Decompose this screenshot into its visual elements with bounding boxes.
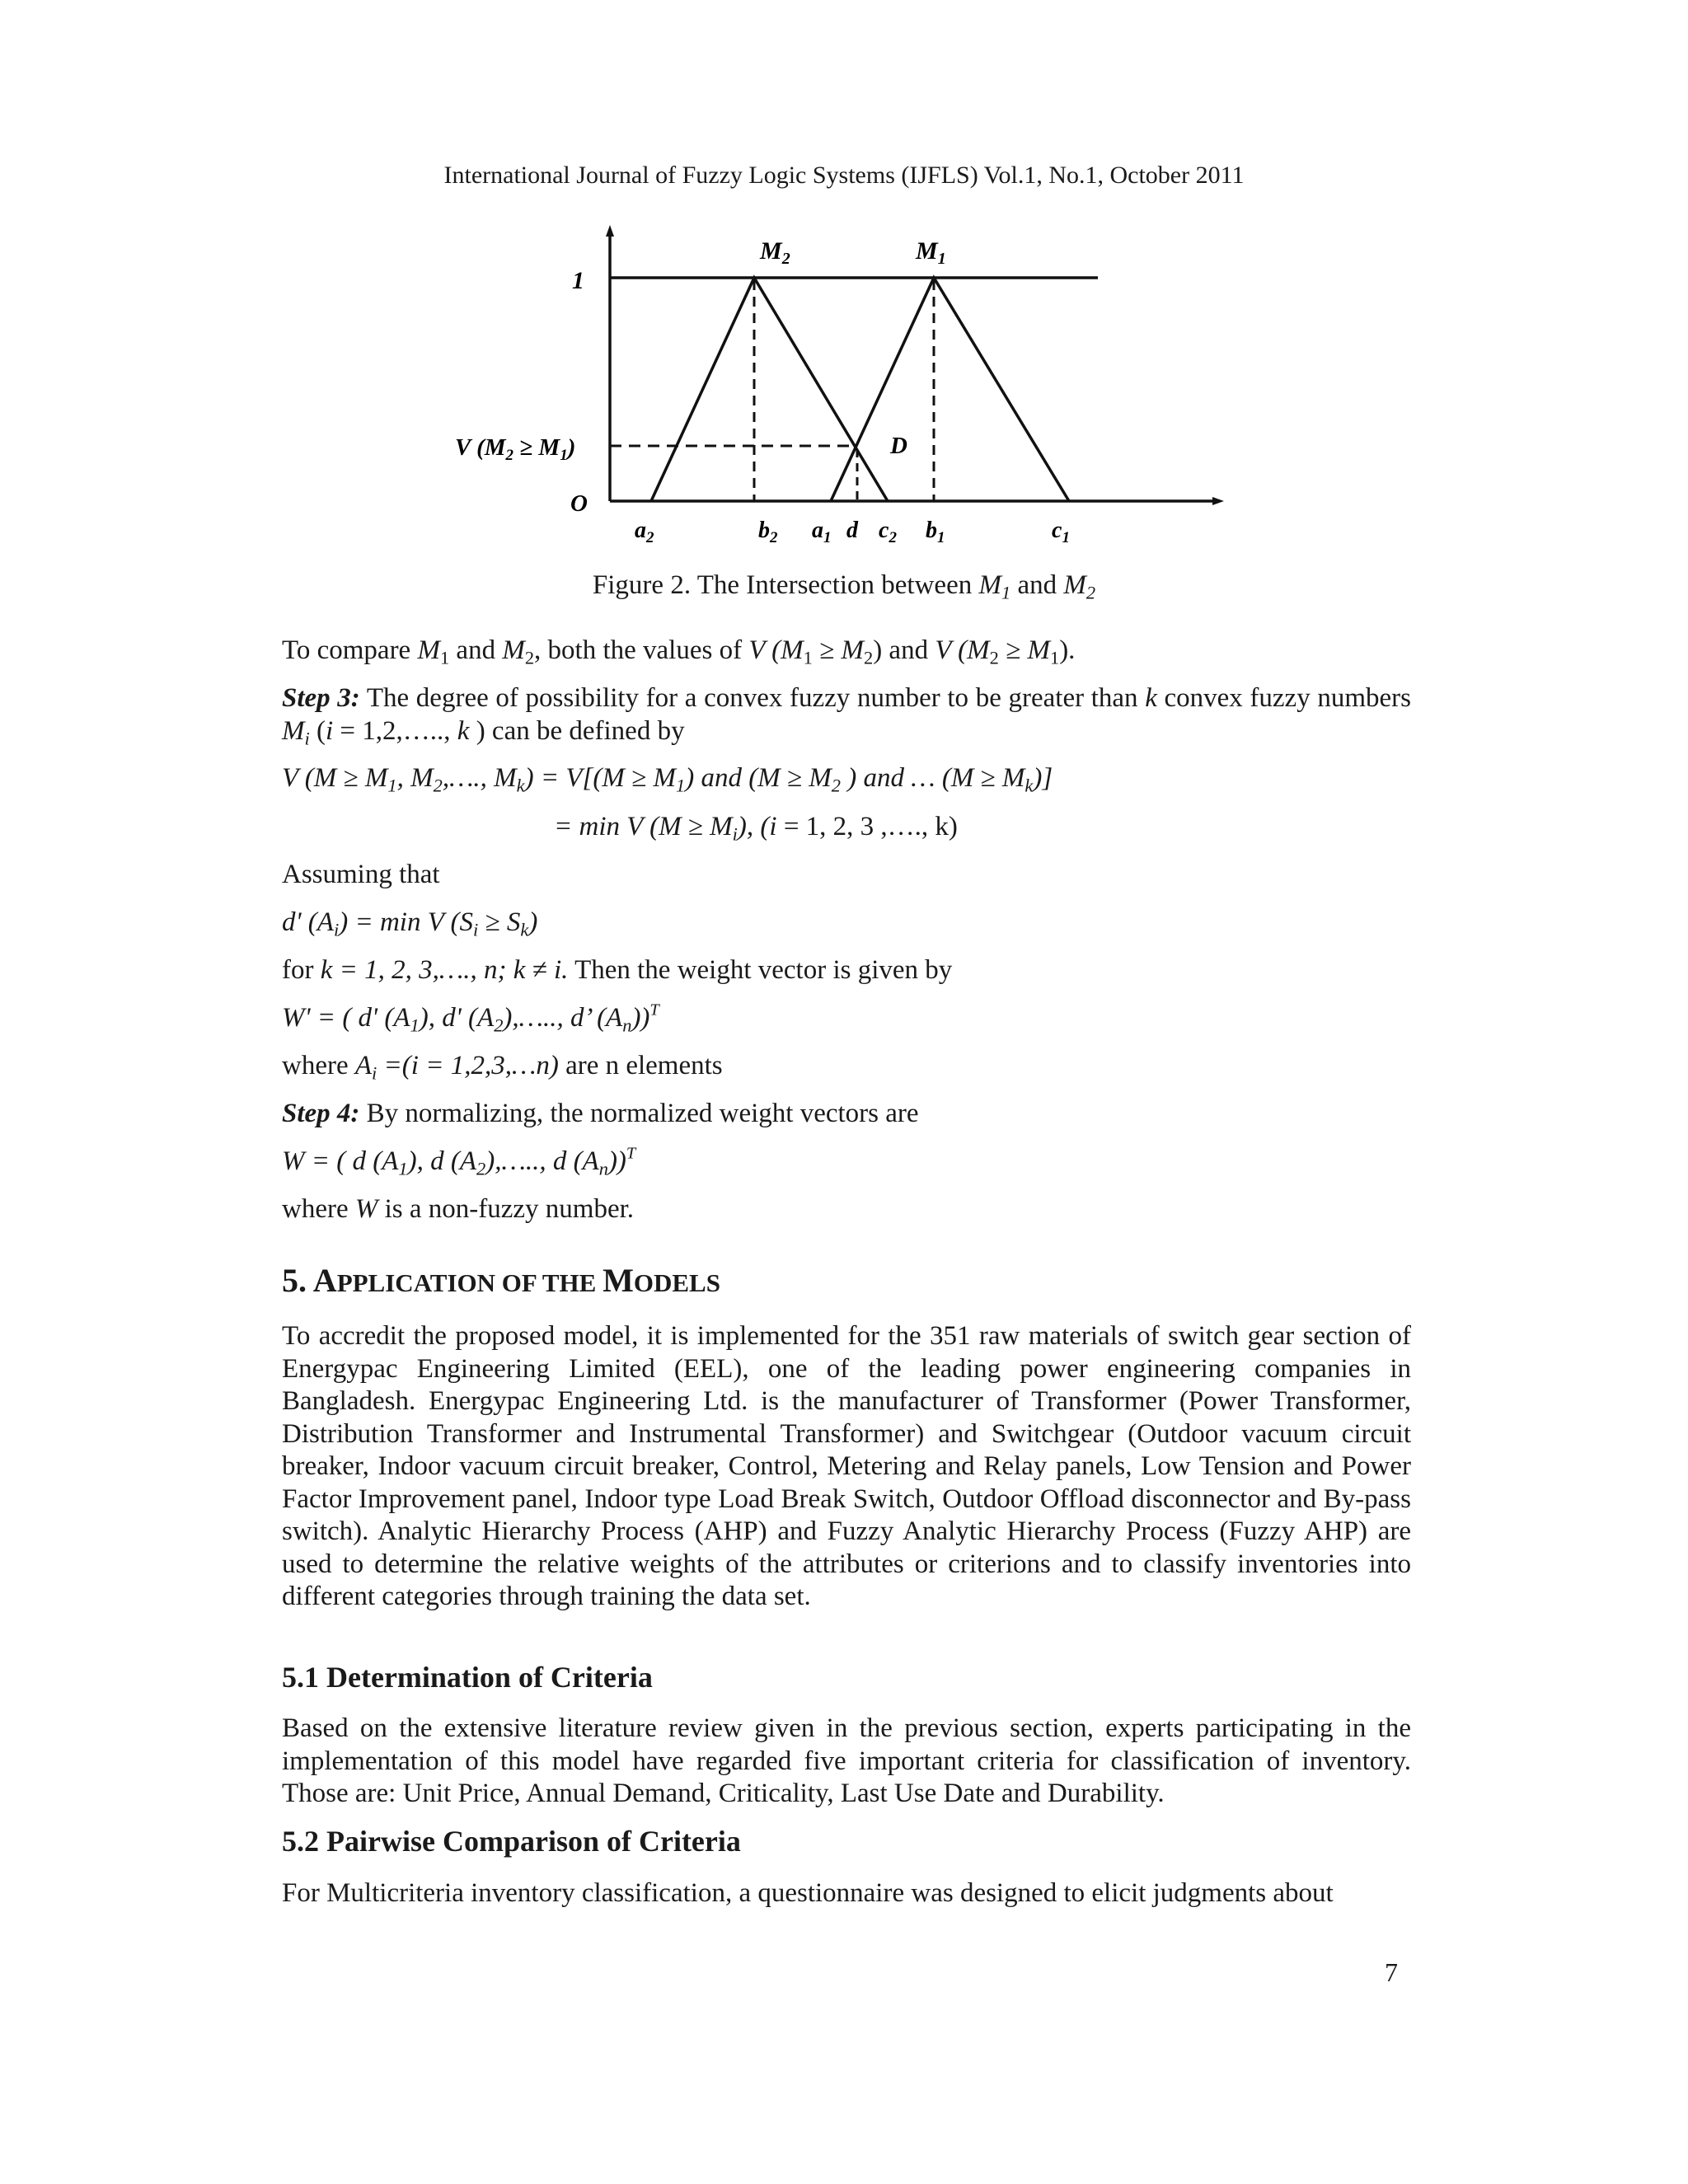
section-5-paragraph: To accredit the proposed model, it is implemented for the 351 raw materials of switch gear section of Energypac Engineering Limited (EEL), one of the leading power engineering companies in Bangladesh. Energypac Engineering Ltd. is the manufacturer of Transformer (Power Transformer, Distribution Transformer and Instrumental Transformer) and Switchgear (Outdoor vacuum circuit breaker, Indoor vacuum circuit breaker, Control, Metering and Relay panels, Low Tension and Power Factor Improvement panel, Indoor type Load Break Switch, Outdoor Offload disconnector and By-pass switch). Analytic Hierarchy Process (AHP) and Fuzzy Analytic Hierarchy Process (Fuzzy AHP) are used to determine the relative weights of the attributes or criterions and to classify inventories into different categories through training the data set. [282,1321,1411,1611]
for-k-paragraph: for k = 1, 2, 3,…., n; k ≠ i. Then the weight vector is given by [282,955,953,985]
origin-label: O [570,490,588,517]
m2-triangle [651,278,888,501]
x-label-a2: $a_2$ [635,518,654,546]
step3-paragraph: Step 3: The degree of possibility for a convex fuzzy number to be greater than k convex fuzzy numbers $M_i$ (i = 1,2,….., k ) can be defined by [282,683,1411,749]
y-label-one: 1 [572,267,584,294]
m2-label: $M_2$ [760,237,790,268]
running-header: International Journal of Fuzzy Logic Systems (IJFLS) Vol.1, No.1, October 2011 [443,162,1245,189]
assuming-text: Assuming that [282,860,440,889]
equation-normalized-weight: W = ( d $(A_1)$, d $(A_2),\dots$.., d $(A_n))^T$ [282,1144,636,1179]
y-label-v: V $(M_2 \ge M_1)$ [455,434,576,464]
equation-weight-vector: W' = ( d' $(A_1)$, d' $(A_2),\dots$.., d’ $(A_n))^T$ [282,1001,659,1036]
where-ai-paragraph: where $A_i =(i$ = 1,2,3,…n) are n elements [282,1051,723,1084]
x-label-d: d [846,518,858,543]
x-label-b1: $b_1$ [926,518,945,546]
section-5-2-heading: 5.2 Pairwise Comparison of Criteria [282,1825,741,1858]
section-5-1-heading: 5.1 Determination of Criteria [282,1661,653,1694]
section-5-1-paragraph: Based on the extensive literature review given in the previous section, experts participating in the implementation of this model have regarded five important criteria for classification of inventory. Those are: Unit Price, Annual Demand, Criticality, Last Use Date and Durability. [282,1713,1411,1808]
x-label-c1: $c_1$ [1052,518,1070,546]
equation-min: = min V $(M \ge M_i)$, (i = 1, 2, 3 ,…., k) [554,812,958,845]
where-w-paragraph: where W is a non-fuzzy number. [282,1194,635,1224]
page-number: 7 [1385,1957,1398,1987]
section-5-heading: 5. APPLICATION OF THE MODELS [282,1262,720,1299]
x-label-c2: $c_2$ [879,518,897,546]
m1-label: $M_1$ [916,237,946,268]
figure-2-diagram [412,223,1236,552]
equation-d-prime: d' $(A_i) = \min V$ $(S_i \ge S_k)$ [282,907,538,940]
section-5-2-paragraph: For Multicriteria inventory classification, a questionnaire was designed to elicit judgments about [282,1878,1334,1908]
equation-possibility: V ($M \ge M_1$, $M_2,\dots$., $M_k) = V[(M \ge M_1)$ and ($M \ge M_2$ ) and … $(M \ge M_k)$] [282,763,1053,796]
step4-paragraph: Step 4: By normalizing, the normalized weight vectors are [282,1099,919,1128]
x-label-a1: $a_1$ [812,518,832,546]
figure-caption: Figure 2. The Intersection between $M_1$ and $M_2$ [592,570,1096,603]
x-label-b2: $b_2$ [758,518,778,546]
compare-paragraph: To compare $M_1$ and $M_2$, both the values of V $(M_1 \ge M_2)$ and V $(M_2 \ge M_1)$. [282,635,1076,668]
intersection-d-label: D [890,433,907,459]
